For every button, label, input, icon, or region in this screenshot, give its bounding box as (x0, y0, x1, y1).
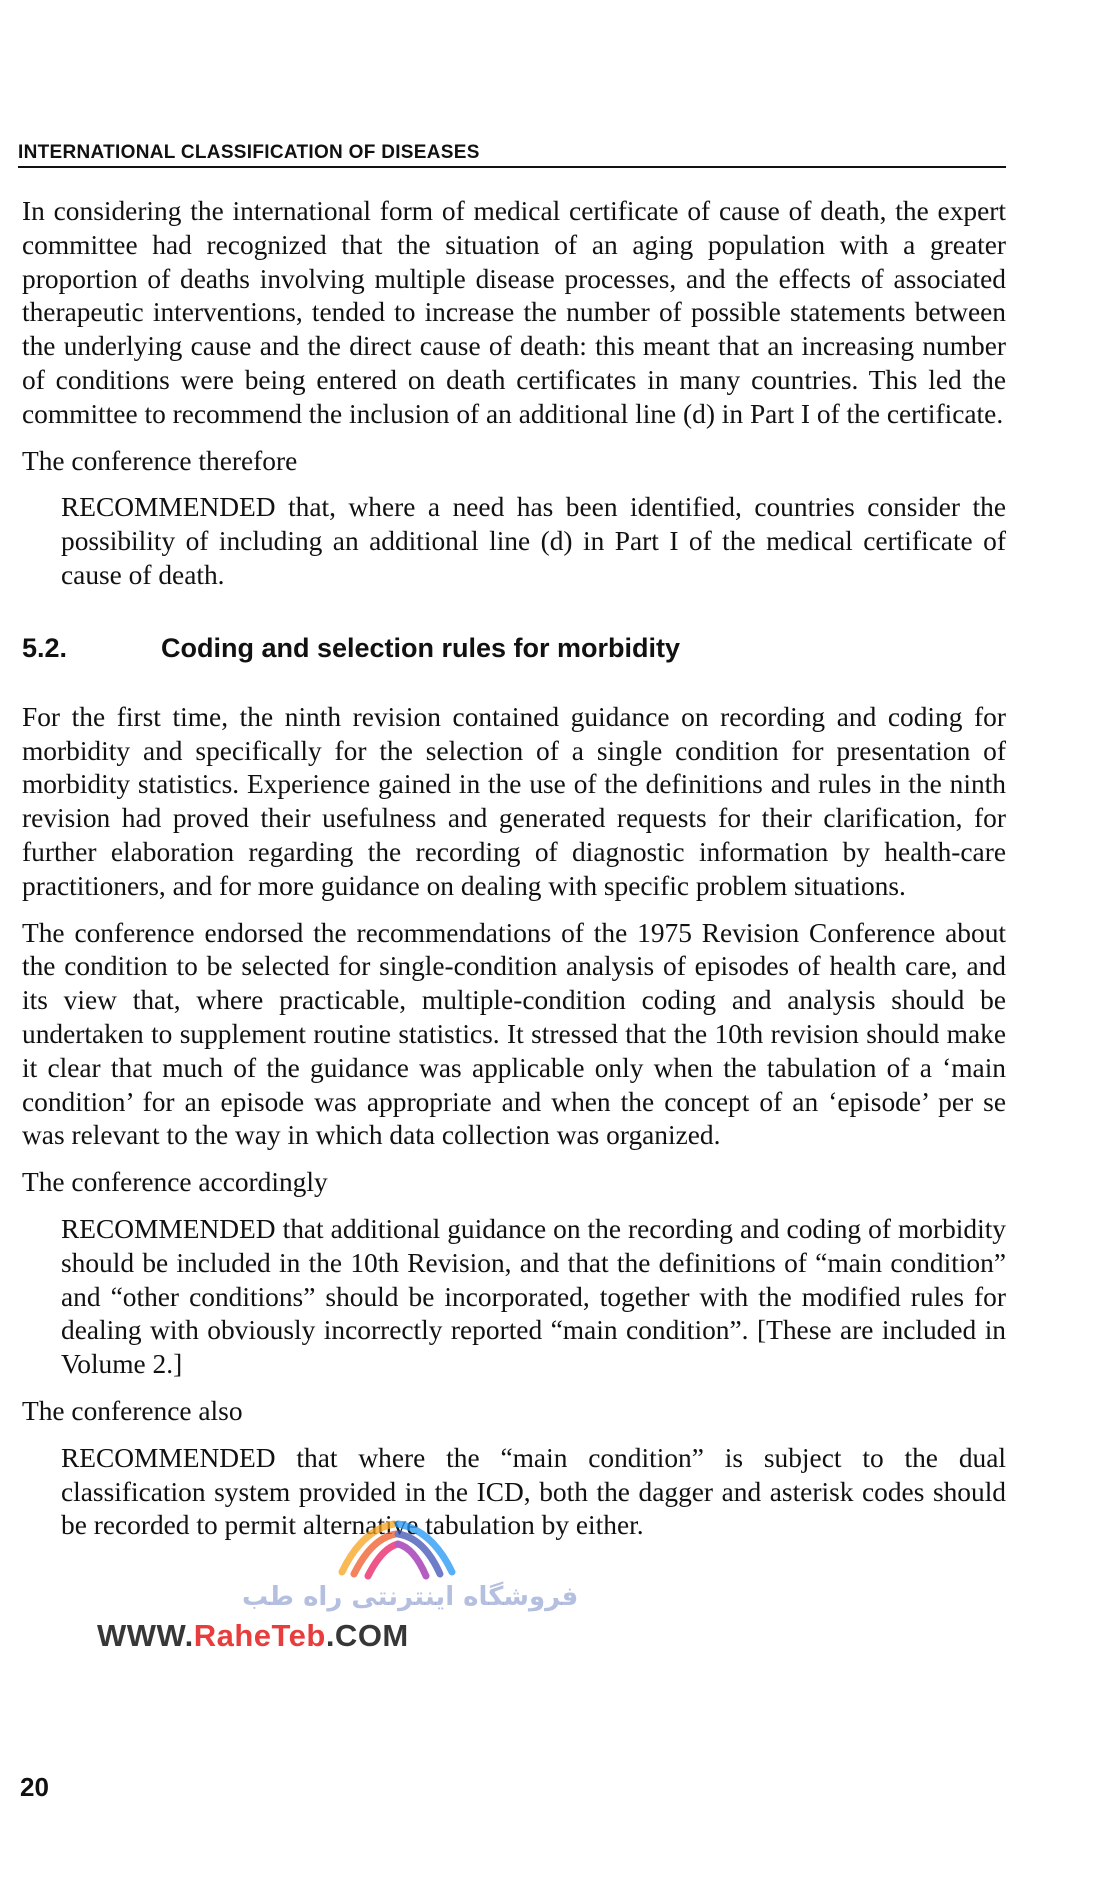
watermark-persian-text: فروشگاه اینترنتی راه طب (242, 1582, 579, 1612)
lead-in-also: The conference also (22, 1395, 243, 1426)
recommendation-morbidity-guidance: RECOMMENDED that additional guidance on the recording and coding of morbidity should be included in the 10th Revision, and that the definitions of “main condition” and “other conditions” should be incorporated, together with the modified rules for dealing with obviously incorrectly reported “main condition”. [These are included in Volume 2.] (61, 1213, 1006, 1380)
section-title: Coding and selection rules for morbidity (161, 632, 681, 663)
lead-in-accordingly: The conference accordingly (22, 1167, 328, 1198)
running-header: INTERNATIONAL CLASSIFICATION OF DISEASES (18, 142, 1006, 168)
watermark-url-suffix: .COM (325, 1618, 409, 1653)
paragraph-certificate: In considering the international form of medical certificate of cause of death, the expert committee had recognized that the situation of an aging population with a greater proportion of deaths involving multiple disease processes, and the effects of associated therapeutic interventions, tended to increase the number of possible statements between the underlying cause and the direct cause of death: this meant that an increasing number of conditions were being entered on death certificates in many countries. This led the committee to recommend the inclusion of an additional line (d) in Part I of the certificate. (22, 196, 1006, 429)
lead-in-therefore: The conference therefore (22, 445, 298, 476)
paragraph-ninth-revision: For the first time, the ninth revision contained guidance on recording and coding for morbidity and specifically for the selection of a single condition for presentation of morbidity statistics. Experience gained in the use of the definitions and rules in the ninth revision had proved their usefulness and generated requests for their clarification, for further elaboration regarding the recording of diagnostic information by health-care practitioners, and for more guidance on dealing with specific problem situations. (22, 701, 1006, 901)
page-number: 20 (20, 1772, 49, 1802)
page-body (22, 195, 1006, 1556)
paragraph-conference-endorsed: The conference endorsed the recommendations of the 1975 Revision Conference about the condition to be selected for single-condition analysis of episodes of health care, and its view that, where practicable, multiple-condition coding and analysis should be undertaken to supplement routine statistics. It stressed that the 10th revision should make it clear that much of the guidance was applicable only when the tabulation of a ‘main condition’ for an episode was appropriate and when the concept of an ‘episode’ per se was relevant to the way in which data collection was organized. (22, 917, 1006, 1151)
section-heading (22, 631, 1006, 665)
recommendation-dual-classification: RECOMMENDED that where the “main condition” is subject to the dual classification system provided in the ICD, both the dagger and asterisk codes should be recorded to permit alternative tabulation by either. (61, 1442, 1006, 1541)
watermark-url-prefix: WWW. (97, 1618, 194, 1653)
recommendation-additional-line: RECOMMENDED that, where a need has been identified, countries consider the possibility of including an additional line (d) in Part I of the medical certificate of cause of death. (61, 492, 1006, 590)
watermark-url (97, 1618, 409, 1654)
watermark-url-brand: RaheTeb (193, 1618, 326, 1653)
section-number: 5.2. (22, 632, 68, 663)
